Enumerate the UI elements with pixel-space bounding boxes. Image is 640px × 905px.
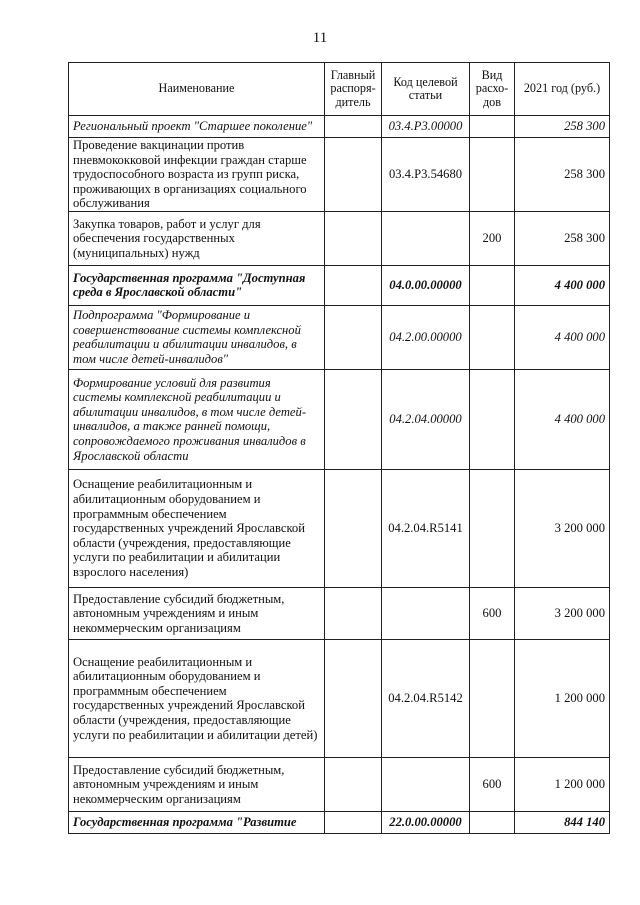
row-expense-type-cell: [470, 305, 515, 369]
row-main-admin-cell: [325, 369, 382, 469]
row-main-admin-cell: [325, 265, 382, 305]
row-name-cell: Региональный проект "Старшее поколение": [69, 116, 325, 138]
row-main-admin-cell: [325, 138, 382, 212]
row-name-cell: Подпрограмма "Формирование и совершенствование системы комплексной реабилитации и абилитации инвалидов, в том числе детей-инвалидов": [69, 305, 325, 369]
row-amount-cell: 258 300: [515, 138, 610, 212]
row-name-cell: Формирование условий для развития системы комплексной реабилитации и абилитации инвалидов, в том числе детей-инвалидов, а также ранней помощи, сопровождаемого проживания инвалидов в Ярославской области: [69, 369, 325, 469]
row-expense-type-cell: [470, 811, 515, 833]
row-expense-type-cell: 200: [470, 211, 515, 265]
table-row: [69, 116, 610, 138]
row-main-admin-cell: [325, 469, 382, 587]
row-amount-cell: 4 400 000: [515, 369, 610, 469]
row-target-code-cell: [382, 211, 470, 265]
header-name: Наименование: [69, 63, 325, 116]
header-target-code: Код целевой статьи: [382, 63, 470, 116]
row-target-code-cell: 04.2.04.00000: [382, 369, 470, 469]
row-expense-type-cell: [470, 138, 515, 212]
row-target-code-cell: 04.0.00.00000: [382, 265, 470, 305]
row-amount-cell: 3 200 000: [515, 469, 610, 587]
row-name-cell: Предоставление субсидий бюджетным, автономным учреждениям и иным некоммерческим организациям: [69, 587, 325, 639]
table-row: [69, 639, 610, 757]
table-row: [69, 265, 610, 305]
table-row: [69, 469, 610, 587]
row-amount-cell: 4 400 000: [515, 265, 610, 305]
row-expense-type-cell: [470, 265, 515, 305]
row-amount-cell: 258 300: [515, 116, 610, 138]
row-main-admin-cell: [325, 116, 382, 138]
row-amount-cell: 1 200 000: [515, 639, 610, 757]
header-amount: 2021 год (руб.): [515, 63, 610, 116]
row-name-cell: Оснащение реабилитационным и абилитационным оборудованием и программным обеспечением государственных учреждений Ярославской области (учреждения, предоставляющие услуги по реабилитации и абилитации детей): [69, 639, 325, 757]
row-name-cell: Государственная программа "Развитие: [69, 811, 325, 833]
table-body: [69, 116, 610, 834]
table-row: [69, 587, 610, 639]
row-target-code-cell: [382, 587, 470, 639]
row-main-admin-cell: [325, 305, 382, 369]
row-target-code-cell: 03.4.P3.54680: [382, 138, 470, 212]
row-target-code-cell: 22.0.00.00000: [382, 811, 470, 833]
row-target-code-cell: 04.2.00.00000: [382, 305, 470, 369]
table-row: [69, 811, 610, 833]
table-row: [69, 305, 610, 369]
page-number: 11: [312, 30, 328, 46]
row-expense-type-cell: [470, 369, 515, 469]
row-name-cell: Государственная программа "Доступная среда в Ярославской области": [69, 265, 325, 305]
row-amount-cell: 1 200 000: [515, 757, 610, 811]
table-row: [69, 369, 610, 469]
row-main-admin-cell: [325, 587, 382, 639]
row-expense-type-cell: [470, 469, 515, 587]
row-name-cell: Проведение вакцинации против пневмококковой инфекции граждан старше трудоспособного возраста из групп риска, проживающих в организациях социального обслуживания: [69, 138, 325, 212]
row-main-admin-cell: [325, 757, 382, 811]
row-target-code-cell: 04.2.04.R5141: [382, 469, 470, 587]
row-main-admin-cell: [325, 811, 382, 833]
budget-table: [68, 62, 610, 834]
header-main-admin: Главный распоря-дитель: [325, 63, 382, 116]
row-target-code-cell: [382, 757, 470, 811]
table-row: [69, 211, 610, 265]
row-main-admin-cell: [325, 211, 382, 265]
row-amount-cell: 258 300: [515, 211, 610, 265]
row-name-cell: Закупка товаров, работ и услуг для обеспечения государственных (муниципальных) нужд: [69, 211, 325, 265]
row-expense-type-cell: 600: [470, 757, 515, 811]
row-amount-cell: 4 400 000: [515, 305, 610, 369]
row-amount-cell: 844 140: [515, 811, 610, 833]
row-target-code-cell: 04.2.04.R5142: [382, 639, 470, 757]
header-expense-type: Вид расхо-дов: [470, 63, 515, 116]
row-expense-type-cell: [470, 639, 515, 757]
table-header-row: [69, 63, 610, 116]
row-main-admin-cell: [325, 639, 382, 757]
table-row: [69, 757, 610, 811]
row-target-code-cell: 03.4.P3.00000: [382, 116, 470, 138]
table-row: [69, 138, 610, 212]
row-name-cell: Предоставление субсидий бюджетным, автономным учреждениям и иным некоммерческим организациям: [69, 757, 325, 811]
row-amount-cell: 3 200 000: [515, 587, 610, 639]
row-expense-type-cell: 600: [470, 587, 515, 639]
row-name-cell: Оснащение реабилитационным и абилитационным оборудованием и программным обеспечением государственных учреждений Ярославской области (учреждения, предоставляющие услуги по реабилитации и абилитации взрослого населения): [69, 469, 325, 587]
row-expense-type-cell: [470, 116, 515, 138]
